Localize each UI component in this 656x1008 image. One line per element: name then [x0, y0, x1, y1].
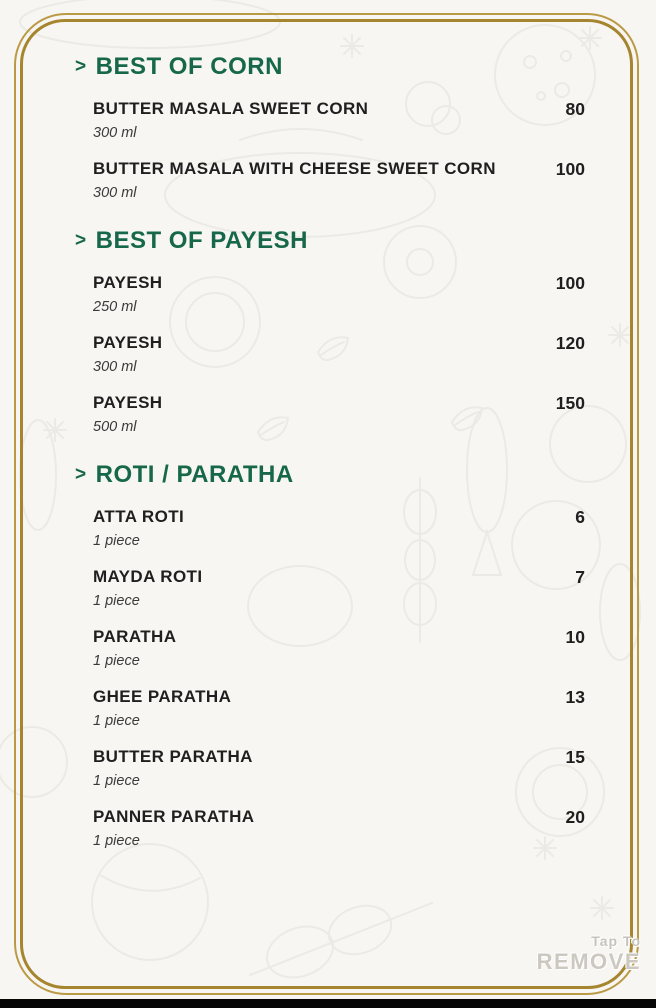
menu-item-portion: 300 ml [93, 359, 137, 375]
menu-item-price: 7 [575, 567, 585, 587]
menu-item [93, 392, 585, 436]
menu-item-price: 6 [575, 507, 585, 527]
menu-item-price: 10 [565, 627, 585, 647]
chevron-right-icon: > [75, 230, 87, 251]
menu-item [93, 158, 585, 202]
menu-content [75, 52, 585, 866]
menu-item-name: BUTTER MASALA SWEET CORN [93, 99, 369, 118]
section-heading [75, 52, 585, 82]
menu-item-price: 80 [565, 99, 585, 119]
watermark-line1: Tap To [591, 933, 641, 949]
menu-item-name: PANNER PARATHA [93, 807, 255, 826]
menu-item-text [93, 566, 202, 610]
menu-item-name: PAYESH [93, 393, 163, 412]
menu-item [93, 272, 585, 316]
menu-item [93, 806, 585, 850]
chevron-right-icon: > [75, 56, 87, 77]
menu-item-price: 150 [555, 393, 585, 413]
menu-item-portion: 1 piece [93, 653, 140, 669]
menu-item-price: 120 [555, 333, 585, 353]
bottom-black-bar [0, 999, 656, 1008]
menu-item-name: PAYESH [93, 333, 163, 352]
menu-item-name: ATTA ROTI [93, 507, 185, 526]
menu-item-price: 15 [565, 747, 585, 767]
menu-item-portion: 1 piece [93, 833, 140, 849]
section-title: ROTI / PARATHA [95, 461, 294, 488]
section-title: BEST OF CORN [95, 53, 283, 80]
menu-item-price: 100 [555, 273, 585, 293]
menu-item-text [93, 506, 184, 550]
menu-item [93, 626, 585, 670]
menu-item-portion: 250 ml [93, 299, 137, 315]
menu-item-portion: 1 piece [93, 713, 140, 729]
menu-item-name: PARATHA [93, 627, 177, 646]
menu-item-portion: 1 piece [93, 533, 140, 549]
chevron-right-icon: > [75, 464, 87, 485]
menu-item-price: 100 [555, 159, 585, 179]
menu-item-text [93, 392, 163, 436]
menu-item-portion: 300 ml [93, 185, 137, 201]
menu-item-name: MAYDA ROTI [93, 567, 203, 586]
menu-item-name: BUTTER MASALA WITH CHEESE SWEET CORN [93, 159, 496, 178]
menu-item-text [93, 806, 254, 850]
menu-item-text [93, 98, 368, 142]
menu-item-portion: 1 piece [93, 773, 140, 789]
menu-section-roti-paratha [75, 460, 585, 850]
menu-item-text [93, 158, 496, 202]
menu-item-portion: 300 ml [93, 125, 137, 141]
menu-item [93, 686, 585, 730]
tap-to-remove-watermark[interactable] [537, 933, 641, 975]
menu-item-text [93, 272, 163, 316]
menu-item-portion: 1 piece [93, 593, 140, 609]
section-heading [75, 226, 585, 256]
menu-item-price: 13 [565, 687, 585, 707]
watermark-line2: REMOVE [536, 949, 641, 974]
menu-section-best-of-payesh [75, 226, 585, 436]
menu-item-text [93, 332, 163, 376]
menu-item [93, 98, 585, 142]
section-heading [75, 460, 585, 490]
menu-item-text [93, 626, 176, 670]
menu-item-name: GHEE PARATHA [93, 687, 232, 706]
section-title: BEST OF PAYESH [95, 227, 308, 254]
menu-item-text [93, 686, 231, 730]
menu-item [93, 332, 585, 376]
menu-item [93, 506, 585, 550]
menu-section-best-of-corn [75, 52, 585, 202]
menu-item-text [93, 746, 253, 790]
menu-item-name: BUTTER PARATHA [93, 747, 253, 766]
menu-item [93, 566, 585, 610]
menu-item-name: PAYESH [93, 273, 163, 292]
menu-item [93, 746, 585, 790]
menu-item-price: 20 [565, 807, 585, 827]
menu-item-portion: 500 ml [93, 419, 137, 435]
